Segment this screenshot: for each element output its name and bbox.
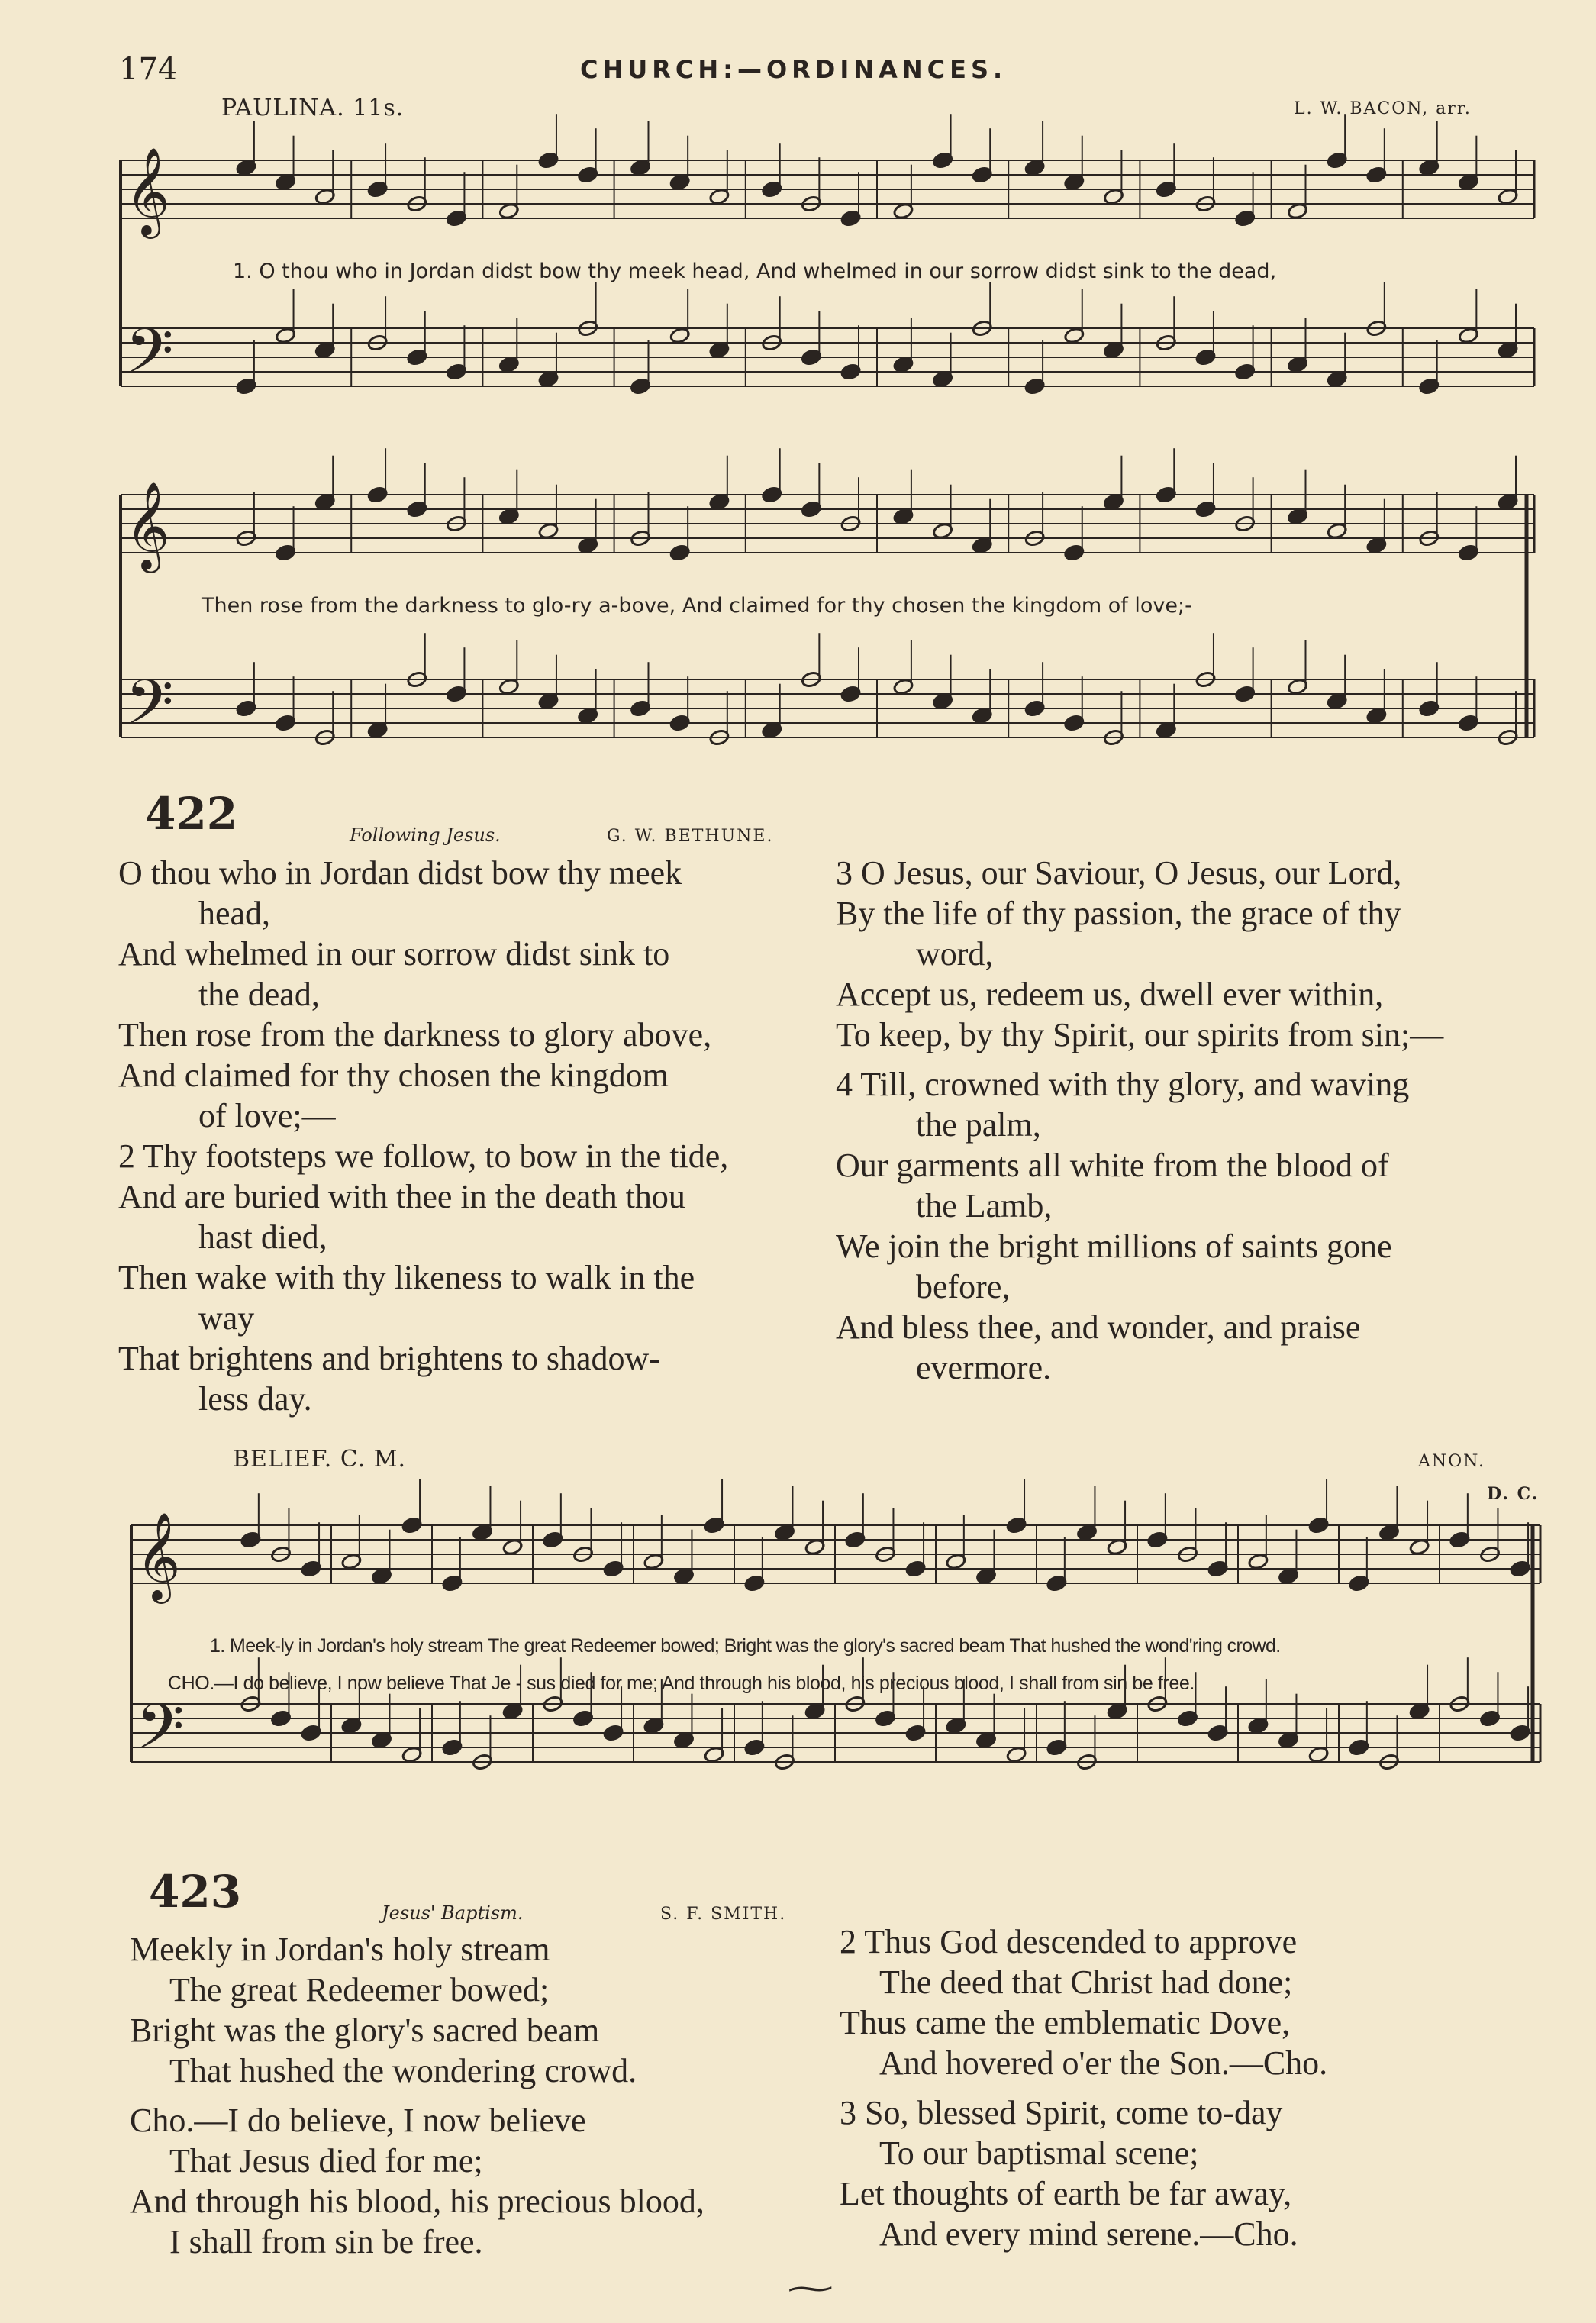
treble-clef: 𝄞 (125, 482, 170, 569)
verse-line: Accept us, redeem us, dwell ever within, (836, 976, 1384, 1013)
verse-line: word, (916, 935, 994, 973)
verse-line: Then wake with thy likeness to walk in the (118, 1259, 695, 1296)
verse-line: To keep, by thy Spirit, our spirits from sin;— (836, 1016, 1444, 1053)
verse-line: I shall from sin be free. (169, 2223, 483, 2260)
treble-clef: 𝄞 (136, 1512, 181, 1600)
tune2-lyric-line1: 1. Meek-ly in Jordan's holy stream The great Redeemer bowed; Bright was the glory's sacred beam That hushed the wond'ring crowd. (210, 1635, 1281, 1657)
verse-line: of love;— (198, 1097, 336, 1134)
hymn422-left-column (118, 853, 821, 1419)
tune-composer-paulina: L. W. BACON, arr. (1294, 99, 1472, 118)
verse-line: Cho.—I do believe, I now believe (130, 2102, 586, 2139)
hymn423-left-column (130, 1929, 832, 2262)
verse-line: 2 Thus God descended to approve (840, 1923, 1298, 1960)
tune1-lyric-line2: Then rose from the darkness to glo-ry a-bove, And claimed for thy chosen the kingdom of love;- (202, 594, 1192, 618)
verse-line: Meekly in Jordan's holy stream (130, 1931, 550, 1968)
hymn-number-423: 423 (149, 1866, 242, 1918)
hymn423-right-column (840, 1921, 1549, 2254)
verse-line: O thou who in Jordan didst bow thy meek (118, 854, 682, 892)
dc-mark: D. C. (1487, 1484, 1540, 1504)
running-title: CHURCH:—ORDINANCES. (580, 55, 1008, 84)
verse-line: 2 Thy footsteps we follow, to bow in the tide, (118, 1137, 729, 1175)
verse-line: Let thoughts of earth be far away, (840, 2175, 1292, 2212)
tune-name-paulina: PAULINA. 11s. (221, 95, 405, 121)
hymn422-right-column (836, 853, 1546, 1388)
tune1-lyric-line1: 1. O thou who in Jordan didst bow thy meek head, And whelmed in our sorrow didst sink to the dead, (233, 260, 1277, 283)
hymn-number-422: 422 (145, 788, 238, 840)
verse-line: And every mind serene.—Cho. (879, 2215, 1298, 2253)
verse-line: head, (198, 895, 271, 932)
hymn-author-422: G. W. BETHUNE. (607, 827, 774, 846)
verse-line: And claimed for thy chosen the kingdom (118, 1057, 669, 1094)
verse-line: And are buried with thee in the death thou (118, 1178, 685, 1215)
hymn-title-423: Jesus' Baptism. (382, 1902, 524, 1924)
footer-ornament: ~ (782, 2271, 839, 2306)
verse-line: And bless thee, and wonder, and praise (836, 1308, 1361, 1346)
tune-name-belief: BELIEF. C. M. (233, 1446, 407, 1473)
verse-line: the palm, (916, 1106, 1041, 1144)
hymn-author-423: S. F. SMITH. (660, 1905, 787, 1924)
tune2-lyric-line2: CHO.—I do believe, I now believe That Je - sus died for me; And through his blood, his precious blood, I shall from sin be free. (168, 1673, 1195, 1694)
bass-clef: 𝄢 (125, 315, 174, 403)
verse-line: Our garments all white from the blood of (836, 1147, 1389, 1184)
verse-line: And whelmed in our sorrow didst sink to (118, 935, 670, 973)
verse-line: That hushed the wondering crowd. (169, 2052, 637, 2089)
bass-clef: 𝄢 (136, 1691, 185, 1779)
page-number: 174 (119, 52, 178, 87)
verse-line: The great Redeemer bowed; (169, 1971, 550, 2008)
verse-line: way (198, 1299, 255, 1337)
bass-clef: 𝄢 (125, 666, 174, 754)
verse-line: before, (916, 1268, 1011, 1305)
verse-line: By the life of thy passion, the grace of thy (836, 895, 1401, 932)
verse-line: hast died, (198, 1218, 327, 1256)
hymn-title-422: Following Jesus. (350, 824, 501, 846)
verse-line: Thus came the emblematic Dove, (840, 2004, 1291, 2041)
verse-line: Then rose from the darkness to glory above, (118, 1016, 712, 1053)
verse-line: That Jesus died for me; (169, 2142, 483, 2179)
verse-line: We join the bright millions of saints gone (836, 1228, 1392, 1265)
treble-clef: 𝄞 (125, 147, 170, 235)
verse-line: 4 Till, crowned with thy glory, and waving (836, 1066, 1410, 1103)
verse-line: less day. (198, 1380, 312, 1418)
verse-line: 3 O Jesus, our Saviour, O Jesus, our Lord, (836, 854, 1402, 892)
verse-line: evermore. (916, 1349, 1052, 1386)
tune-composer-belief: ANON. (1418, 1452, 1486, 1471)
verse-line: To our baptismal scene; (879, 2134, 1199, 2172)
verse-line: That brightens and brightens to shadow- (118, 1340, 660, 1377)
verse-line: the dead, (198, 976, 320, 1013)
verse-line: And hovered o'er the Son.—Cho. (879, 2044, 1328, 2082)
verse-line: The deed that Christ had done; (879, 1963, 1293, 2001)
verse-line: And through his blood, his precious blood, (130, 2183, 704, 2220)
verse-line: the Lamb, (916, 1187, 1053, 1224)
verse-line: Bright was the glory's sacred beam (130, 2012, 600, 2049)
verse-line: 3 So, blessed Spirit, come to-day (840, 2094, 1283, 2131)
